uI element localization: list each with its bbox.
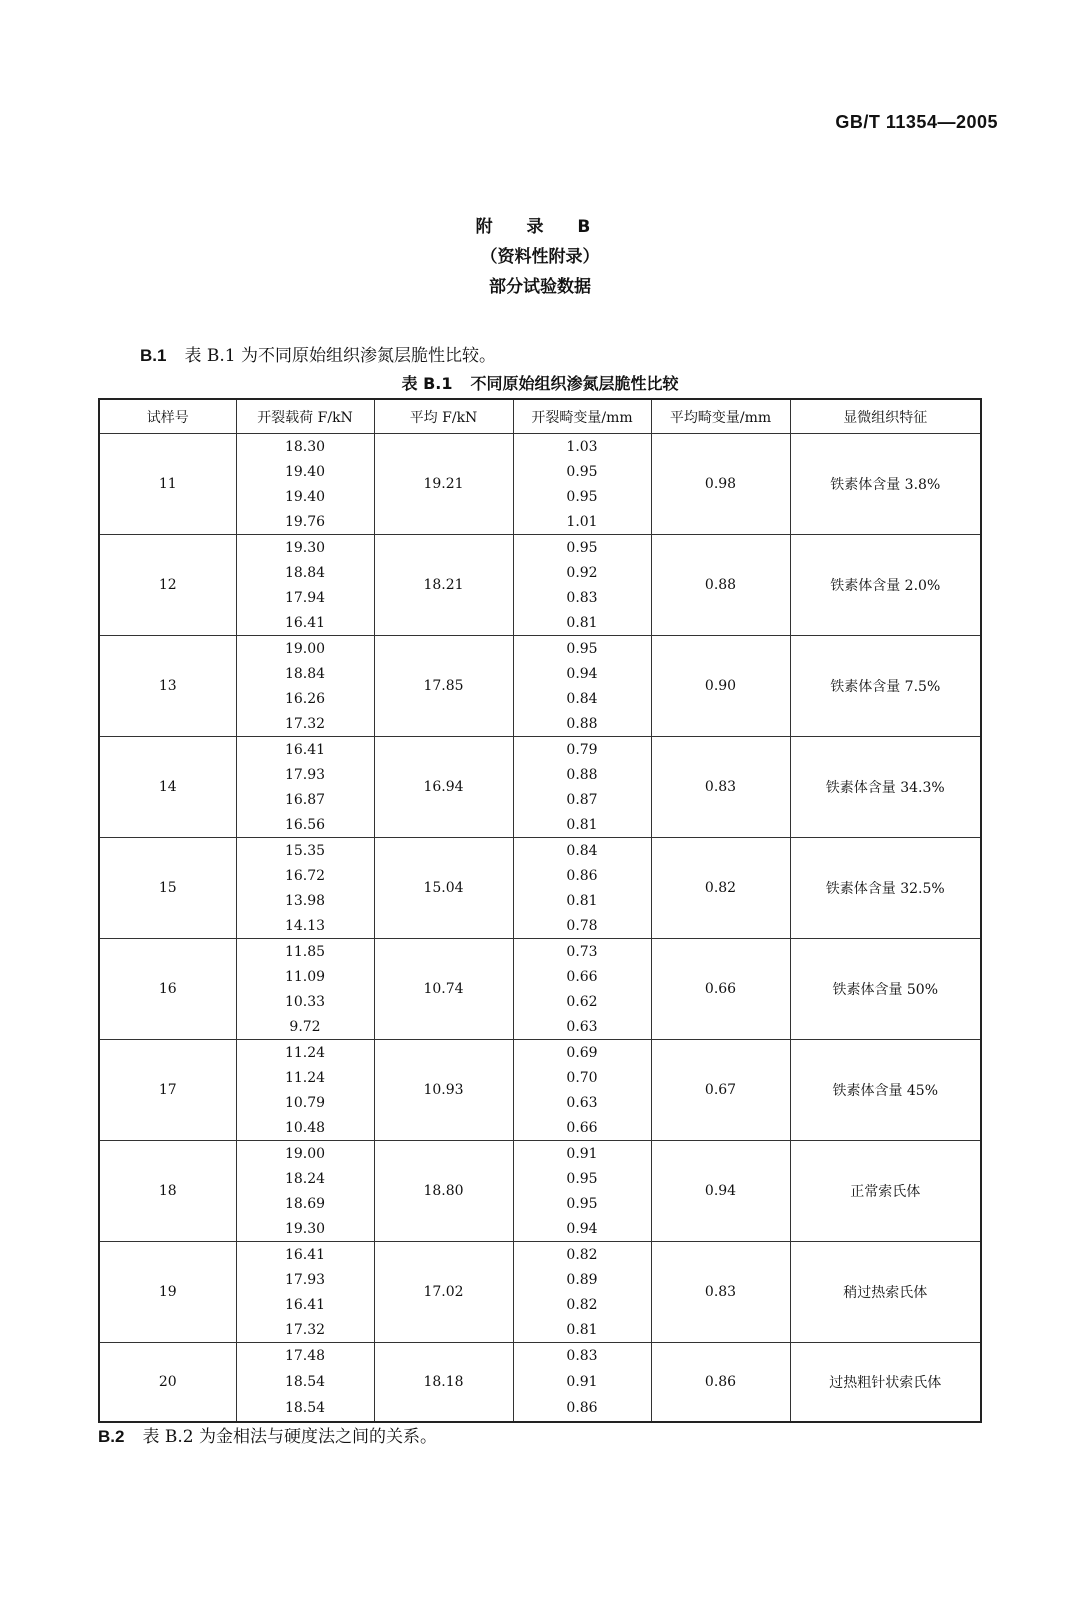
table-caption-number: 表 B.1 (401, 374, 453, 393)
section-b1-text: 表 B.1 为不同原始组织渗氮层脆性比较。 (184, 346, 496, 366)
cell-avg-load: 18.80 (374, 1141, 513, 1242)
cell-crack-loads (236, 1040, 374, 1141)
cell-avg-distortion: 0.86 (651, 1343, 790, 1423)
cell-avg-distortion: 0.94 (651, 1141, 790, 1242)
table-row (99, 838, 981, 939)
cell-avg-load: 18.21 (374, 535, 513, 636)
cell-crack-distortions-value: 0.95 (566, 640, 598, 657)
cell-crack-loads-value: 10.33 (284, 993, 326, 1010)
cell-crack-distortions-value: 0.89 (566, 1271, 598, 1288)
cell-crack-distortions-value: 0.95 (566, 1170, 598, 1187)
cell-crack-distortions-value: 0.73 (566, 943, 598, 960)
cell-crack-loads-value: 18.54 (284, 1374, 326, 1390)
table-caption (0, 371, 1080, 394)
table-caption-title: 不同原始组织渗氮层脆性比较 (470, 374, 679, 393)
cell-crack-loads-value: 16.72 (284, 867, 326, 884)
cell-avg-distortion: 0.67 (651, 1040, 790, 1141)
cell-crack-loads-value: 14.13 (284, 917, 326, 934)
cell-crack-loads (236, 838, 374, 939)
header-crack-distortion: 开裂畸变量/mm (513, 399, 651, 434)
cell-crack-loads-value: 17.48 (284, 1348, 326, 1364)
cell-crack-loads-value: 11.24 (284, 1044, 326, 1061)
cell-crack-loads-value: 18.84 (284, 665, 326, 682)
section-b1-number: B.1 (140, 346, 167, 365)
cell-crack-distortions-value: 0.78 (566, 917, 598, 934)
cell-crack-loads-value: 17.32 (284, 715, 326, 732)
cell-crack-distortions (513, 434, 651, 535)
cell-avg-distortion: 0.98 (651, 434, 790, 535)
cell-crack-loads-value: 19.30 (284, 1220, 326, 1237)
header-avg-load: 平均 F/kN (374, 399, 513, 434)
cell-crack-distortions-value: 0.88 (566, 715, 598, 732)
header-avg-distortion: 平均畸变量/mm (651, 399, 790, 434)
cell-crack-loads-value: 10.48 (284, 1119, 326, 1136)
cell-crack-loads-value: 19.40 (284, 488, 326, 505)
cell-crack-loads-value: 18.54 (284, 1400, 326, 1416)
cell-crack-loads-value: 19.76 (284, 513, 326, 530)
cell-specimen-no: 20 (99, 1343, 236, 1423)
cell-crack-loads (236, 1343, 374, 1423)
cell-crack-distortions-value: 0.66 (566, 968, 598, 985)
section-b2 (98, 1422, 437, 1447)
cell-crack-distortions (513, 838, 651, 939)
cell-specimen-no: 14 (99, 737, 236, 838)
cell-crack-distortions-value: 0.86 (566, 867, 598, 884)
cell-crack-distortions-value: 0.95 (566, 488, 598, 505)
cell-avg-distortion: 0.66 (651, 939, 790, 1040)
cell-crack-loads-value: 19.40 (284, 463, 326, 480)
cell-microstructure: 铁素体含量 7.5% (790, 636, 981, 737)
cell-microstructure: 铁素体含量 2.0% (790, 535, 981, 636)
cell-specimen-no: 16 (99, 939, 236, 1040)
cell-crack-loads-value: 19.00 (284, 640, 326, 657)
table-row (99, 939, 981, 1040)
cell-crack-distortions-value: 0.83 (566, 589, 598, 606)
cell-microstructure: 稍过热索氏体 (790, 1242, 981, 1343)
cell-crack-distortions-value: 0.88 (566, 766, 598, 783)
cell-crack-distortions (513, 1242, 651, 1343)
section-b2-text: 表 B.2 为金相法与硬度法之间的关系。 (142, 1427, 437, 1447)
cell-crack-distortions-value: 0.62 (566, 993, 598, 1010)
cell-crack-loads-value: 18.30 (284, 438, 326, 455)
cell-crack-loads-value: 17.93 (284, 1271, 326, 1288)
cell-crack-distortions-value: 0.81 (566, 614, 598, 631)
cell-crack-loads (236, 636, 374, 737)
cell-crack-loads-value: 17.93 (284, 766, 326, 783)
cell-crack-distortions-value: 0.91 (566, 1145, 598, 1162)
cell-specimen-no: 19 (99, 1242, 236, 1343)
cell-crack-distortions-value: 0.79 (566, 741, 598, 758)
cell-avg-load: 16.94 (374, 737, 513, 838)
cell-avg-distortion: 0.88 (651, 535, 790, 636)
cell-crack-loads-value: 10.79 (284, 1094, 326, 1111)
cell-crack-distortions-value: 0.95 (566, 463, 598, 480)
cell-avg-load: 10.74 (374, 939, 513, 1040)
cell-crack-distortions-value: 0.66 (566, 1119, 598, 1136)
cell-crack-distortions-value: 0.91 (566, 1374, 598, 1390)
cell-crack-loads (236, 434, 374, 535)
cell-crack-distortions-value: 0.82 (566, 1296, 598, 1313)
cell-avg-load: 10.93 (374, 1040, 513, 1141)
cell-crack-distortions-value: 0.63 (566, 1094, 598, 1111)
cell-crack-distortions-value: 0.94 (566, 665, 598, 682)
cell-crack-distortions-value: 0.83 (566, 1348, 598, 1364)
table-row (99, 737, 981, 838)
cell-crack-loads-value: 16.41 (284, 741, 326, 758)
cell-crack-loads-value: 9.72 (289, 1018, 321, 1035)
cell-crack-distortions-value: 0.95 (566, 539, 598, 556)
cell-crack-distortions-value: 0.82 (566, 1246, 598, 1263)
appendix-title: 附 录 B (475, 217, 605, 237)
cell-avg-load: 17.02 (374, 1242, 513, 1343)
cell-crack-loads-value: 11.85 (284, 943, 326, 960)
cell-specimen-no: 17 (99, 1040, 236, 1141)
cell-crack-distortions-value: 0.81 (566, 816, 598, 833)
cell-crack-distortions-value: 0.84 (566, 842, 598, 859)
cell-crack-loads-value: 16.87 (284, 791, 326, 808)
cell-crack-loads-value: 16.41 (284, 1296, 326, 1313)
cell-crack-loads-value: 17.94 (284, 589, 326, 606)
cell-specimen-no: 15 (99, 838, 236, 939)
cell-crack-loads-value: 16.56 (284, 816, 326, 833)
cell-avg-load: 18.18 (374, 1343, 513, 1423)
cell-crack-loads-value: 11.09 (284, 968, 326, 985)
cell-crack-loads-value: 18.69 (284, 1195, 326, 1212)
table-row (99, 1343, 981, 1423)
table-header-row (99, 399, 981, 434)
cell-crack-distortions-value: 0.94 (566, 1220, 598, 1237)
cell-specimen-no: 13 (99, 636, 236, 737)
cell-microstructure: 过热粗针状索氏体 (790, 1343, 981, 1423)
table-row (99, 1141, 981, 1242)
cell-avg-distortion: 0.83 (651, 737, 790, 838)
cell-microstructure: 铁素体含量 50% (790, 939, 981, 1040)
cell-specimen-no: 11 (99, 434, 236, 535)
cell-crack-distortions-value: 0.92 (566, 564, 598, 581)
header-crack-load: 开裂载荷 F/kN (236, 399, 374, 434)
header-microstructure: 显微组织特征 (790, 399, 981, 434)
cell-crack-distortions-value: 0.86 (566, 1400, 598, 1416)
cell-crack-distortions-value: 1.03 (566, 438, 598, 455)
appendix-subtitle: 部分试验数据 (489, 277, 591, 297)
cell-crack-distortions-value: 0.70 (566, 1069, 598, 1086)
cell-crack-distortions (513, 1040, 651, 1141)
section-b2-number: B.2 (98, 1427, 125, 1446)
cell-crack-distortions-value: 0.87 (566, 791, 598, 808)
cell-specimen-no: 12 (99, 535, 236, 636)
cell-microstructure: 铁素体含量 34.3% (790, 737, 981, 838)
cell-avg-distortion: 0.83 (651, 1242, 790, 1343)
cell-crack-distortions-value: 0.81 (566, 892, 598, 909)
cell-crack-distortions (513, 737, 651, 838)
section-b1 (140, 341, 496, 366)
cell-crack-loads (236, 535, 374, 636)
cell-crack-loads-value: 18.84 (284, 564, 326, 581)
table-row (99, 1040, 981, 1141)
cell-crack-distortions (513, 1141, 651, 1242)
cell-crack-loads-value: 19.00 (284, 1145, 326, 1162)
cell-crack-distortions (513, 636, 651, 737)
cell-avg-load: 19.21 (374, 434, 513, 535)
cell-microstructure: 铁素体含量 32.5% (790, 838, 981, 939)
cell-crack-loads (236, 1141, 374, 1242)
cell-crack-loads-value: 16.41 (284, 1246, 326, 1263)
appendix-nature: （资料性附录） (480, 247, 600, 267)
cell-crack-loads (236, 939, 374, 1040)
table-row (99, 434, 981, 535)
table-b1 (98, 398, 982, 1423)
cell-crack-distortions-value: 0.63 (566, 1018, 598, 1035)
cell-avg-distortion: 0.82 (651, 838, 790, 939)
cell-crack-loads (236, 1242, 374, 1343)
cell-crack-distortions (513, 939, 651, 1040)
cell-specimen-no: 18 (99, 1141, 236, 1242)
cell-crack-distortions (513, 535, 651, 636)
cell-crack-loads-value: 19.30 (284, 539, 326, 556)
cell-microstructure: 正常索氏体 (790, 1141, 981, 1242)
cell-crack-loads-value: 13.98 (284, 892, 326, 909)
cell-microstructure: 铁素体含量 3.8% (790, 434, 981, 535)
standard-code: GB/T 11354—2005 (835, 112, 998, 132)
cell-crack-distortions-value: 0.95 (566, 1195, 598, 1212)
cell-crack-distortions-value: 1.01 (566, 513, 598, 530)
header-specimen-no: 试样号 (99, 399, 236, 434)
cell-avg-distortion: 0.90 (651, 636, 790, 737)
cell-crack-loads-value: 11.24 (284, 1069, 326, 1086)
cell-avg-load: 15.04 (374, 838, 513, 939)
cell-crack-loads-value: 16.26 (284, 690, 326, 707)
cell-avg-load: 17.85 (374, 636, 513, 737)
cell-crack-loads-value: 16.41 (284, 614, 326, 631)
cell-crack-loads-value: 17.32 (284, 1321, 326, 1338)
cell-crack-loads (236, 737, 374, 838)
cell-microstructure: 铁素体含量 45% (790, 1040, 981, 1141)
cell-crack-distortions-value: 0.81 (566, 1321, 598, 1338)
cell-crack-loads-value: 18.24 (284, 1170, 326, 1187)
table-body (99, 434, 981, 1423)
table-row (99, 636, 981, 737)
cell-crack-distortions-value: 0.84 (566, 690, 598, 707)
cell-crack-loads-value: 15.35 (284, 842, 326, 859)
cell-crack-distortions (513, 1343, 651, 1423)
table-row (99, 535, 981, 636)
cell-crack-distortions-value: 0.69 (566, 1044, 598, 1061)
table-row (99, 1242, 981, 1343)
